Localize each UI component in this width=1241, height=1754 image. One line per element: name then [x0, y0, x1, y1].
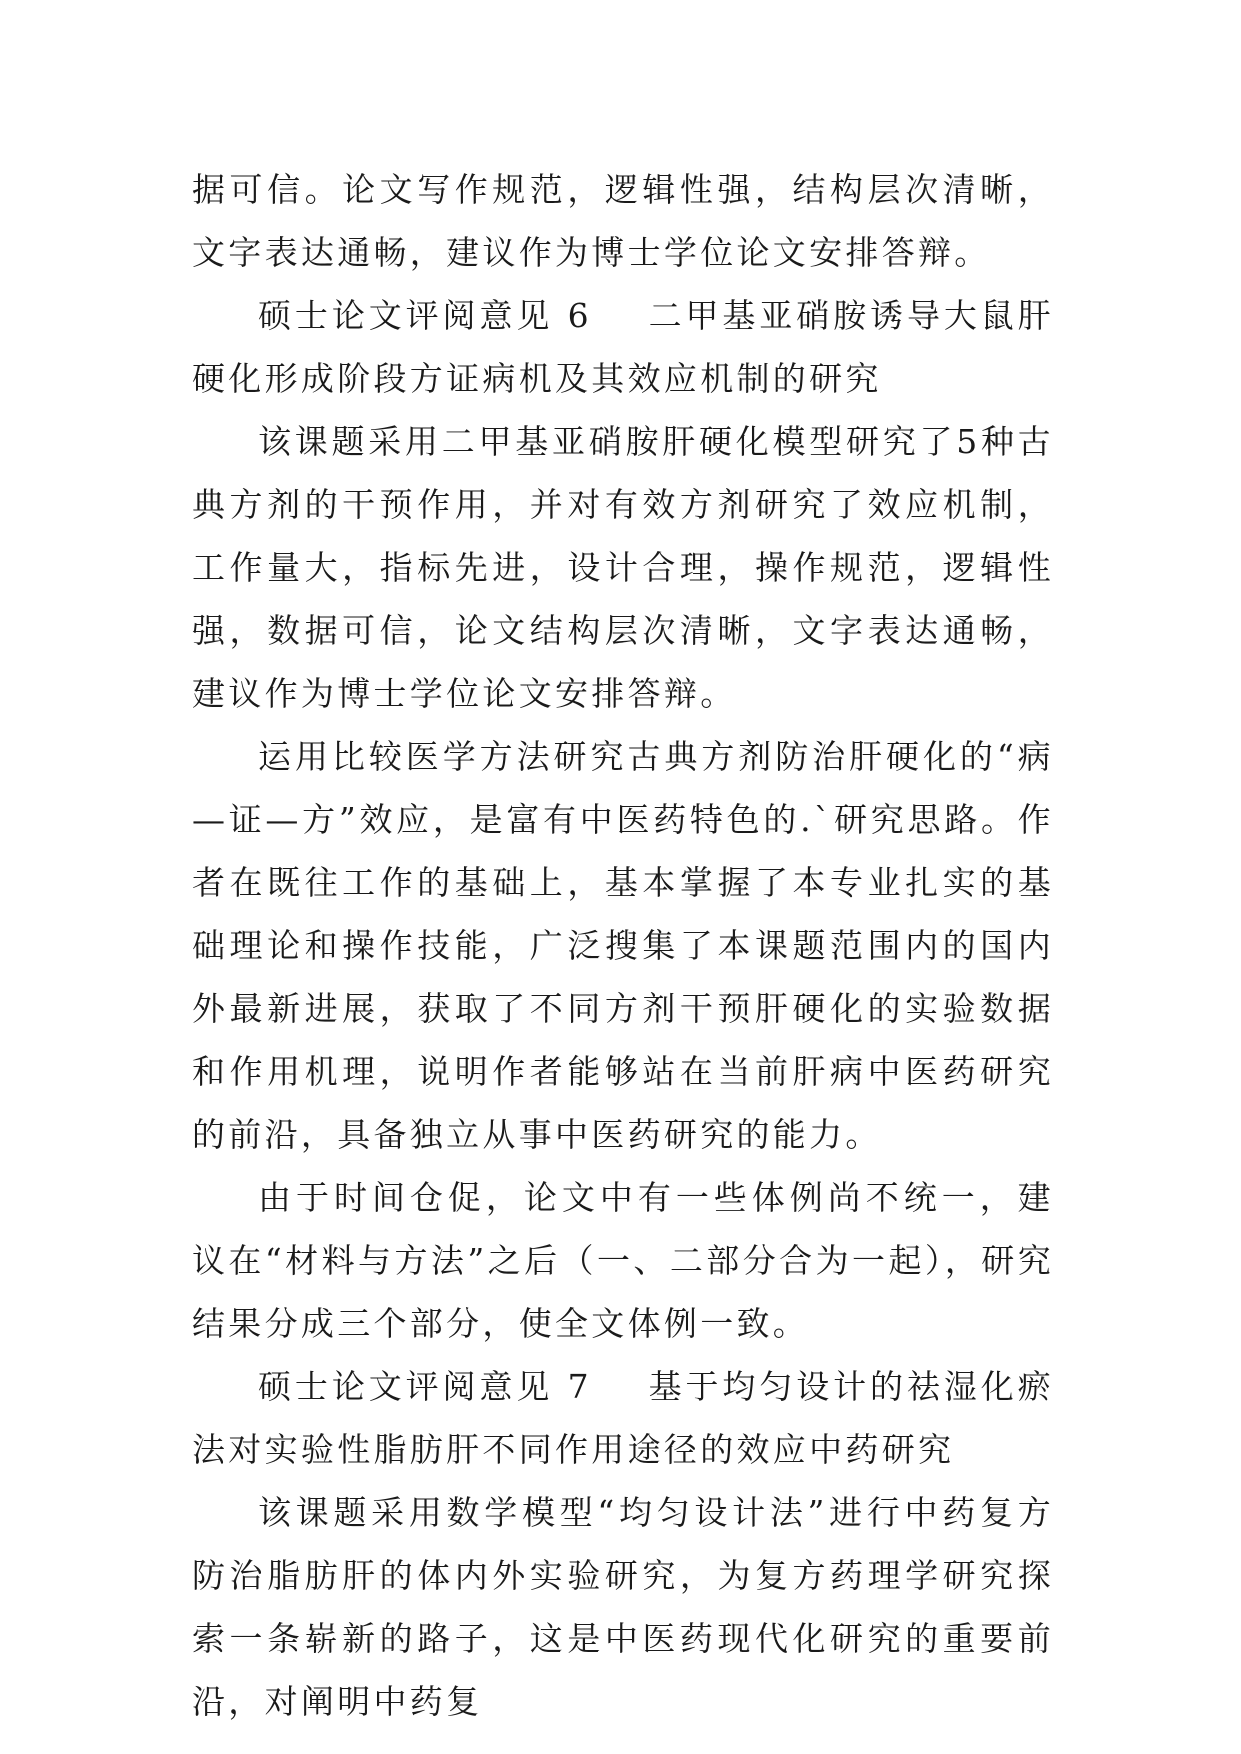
- paragraph-review-6-assessment: 运用比较医学方法研究古典方剂防治肝硬化的“病—证—方”效应，是富有中医药特色的.`研究思路。作者在既往工作的基础上，基本掌握了本专业扎实的基础理论和操作技能，广泛搜集了本课题范围内的国内外最新进展，获取了不同方剂干预肝硬化的实验数据和作用机理，说明作者能够站在当前肝病中医药研究的前沿，具备独立从事中医药研究的能力。: [192, 737, 1054, 1154]
- paragraph-review-6-summary: 该课题采用二甲基亚硝胺肝硬化模型研究了5种古典方剂的干预作用，并对有效方剂研究了效应机制，工作量大，指标先进，设计合理，操作规范，逻辑性强，数据可信，论文结构层次清晰，文字表达通畅，建议作为博士学位论文安排答辩。: [192, 422, 1054, 713]
- document-body: [192, 158, 1054, 1733]
- paragraph-continuation: 据可信。论文写作规范，逻辑性强，结构层次清晰，文字表达通畅，建议作为博士学位论文安排答辩。: [192, 170, 1054, 272]
- review-heading-title: 基于均匀设计的祛湿化瘀法对实验性脂肪肝不同作用途径的效应中药研究: [192, 1367, 1054, 1469]
- review-heading-title: 二甲基亚硝胺诱导大鼠肝硬化形成阶段方证病机及其效应机制的研究: [192, 296, 1054, 398]
- review-heading-6: [192, 284, 1054, 410]
- paragraph-review-7-summary: 该课题采用数学模型“均匀设计法”进行中药复方防治脂肪肝的体内外实验研究，为复方药理学研究探索一条崭新的路子，这是中医药现代化研究的重要前沿，对阐明中药复: [192, 1493, 1054, 1721]
- review-heading-label: 硕士论文评阅意见 7: [258, 1367, 592, 1406]
- paragraph-review-6-suggestion: 由于时间仓促，论文中有一些体例尚不统一，建议在“材料与方法”之后（一、二部分合为一起），研究结果分成三个部分，使全文体例一致。: [192, 1178, 1054, 1343]
- review-heading-7: [192, 1355, 1054, 1481]
- review-heading-label: 硕士论文评阅意见 6: [258, 296, 592, 335]
